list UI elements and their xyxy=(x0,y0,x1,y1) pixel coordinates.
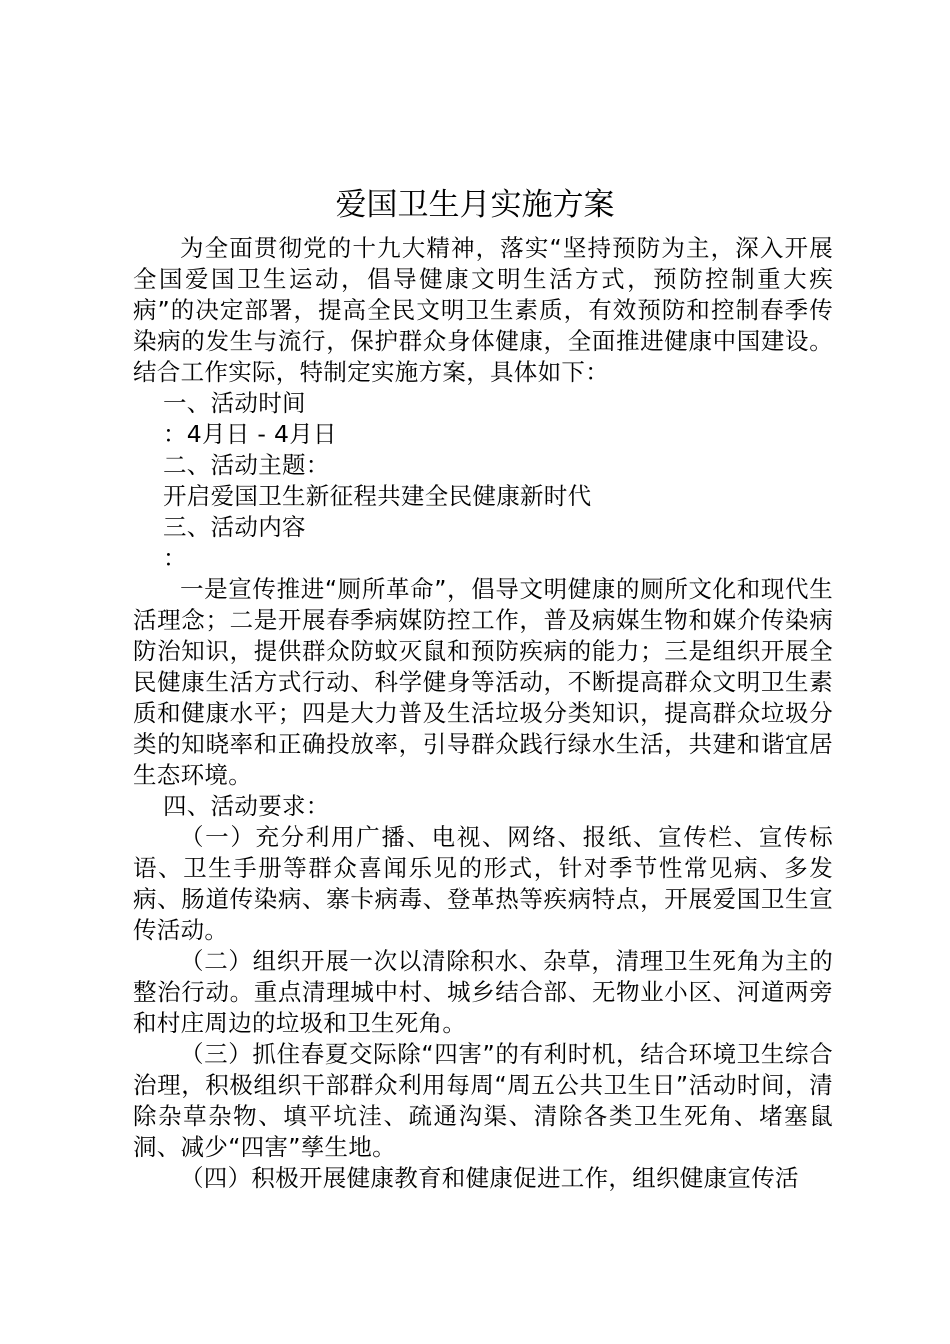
document-body xyxy=(133,233,833,1194)
document-title: 爱国卫生月实施方案 xyxy=(335,187,615,223)
section-2-heading: 二、活动主题： xyxy=(163,451,330,479)
section-1-heading: 一、活动时间 xyxy=(163,389,306,417)
section-3-heading: 三、活动内容 xyxy=(163,513,306,541)
section-1-value: ：4月日 - 4月日 xyxy=(163,420,337,448)
requirement-4-paragraph: （四）积极开展健康教育和健康促进工作，组织健康宣传活 xyxy=(180,1164,799,1192)
intro-paragraph: 为全面贯彻党的十九大精神，落实“坚持预防为主，深入开展全国爱国卫生运动，倡导健康文明生活方式，预防控制重大疾病”的决定部署，提高全民文明卫生素质，有效预防和控制春季传染病的发生与流行，保护群众身体健康，全面推进健康中国建设。结合工作实际，特制定实施方案，具体如下： xyxy=(133,234,833,386)
requirement-2-paragraph: （二）组织开展一次以清除积水、杂草，清理卫生死角为主的整治行动。重点清理城中村、城乡结合部、无物业小区、河道两旁和村庄周边的垃圾和卫生死角。 xyxy=(133,947,833,1037)
section-3-colon: ： xyxy=(163,544,187,572)
section-2-value: 开启爱国卫生新征程共建全民健康新时代 xyxy=(163,482,592,510)
requirement-3-paragraph: （三）抓住春夏交际除“四害”的有利时机，结合环境卫生综合治理，积极组织干部群众利用每周“周五公共卫生日”活动时间，清除杂草杂物、填平坑洼、疏通沟渠、清除各类卫生死角、堵塞鼠洞、减少“四害”孳生地。 xyxy=(133,1040,833,1161)
section-4-heading: 四、活动要求： xyxy=(163,792,330,820)
requirement-1-paragraph: （一）充分利用广播、电视、网络、报纸、宣传栏、宣传标语、卫生手册等群众喜闻乐见的形式，针对季节性常见病、多发病、肠道传染病、寨卡病毒、登革热等疾病特点，开展爱国卫生宣传活动。 xyxy=(133,823,833,944)
section-3-paragraph: 一是宣传推进“厕所革命”，倡导文明健康的厕所文化和现代生活理念；二是开展春季病媒防控工作，普及病媒生物和媒介传染病防治知识，提供群众防蚊灭鼠和预防疾病的能力；三是组织开展全民健康生活方式行动、科学健身等活动，不断提高群众文明卫生素质和健康水平；四是大力普及生活垃圾分类知识，提高群众垃圾分类的知晓率和正确投放率，引导群众践行绿水生活，共建和谐宜居生态环境。 xyxy=(133,575,833,789)
